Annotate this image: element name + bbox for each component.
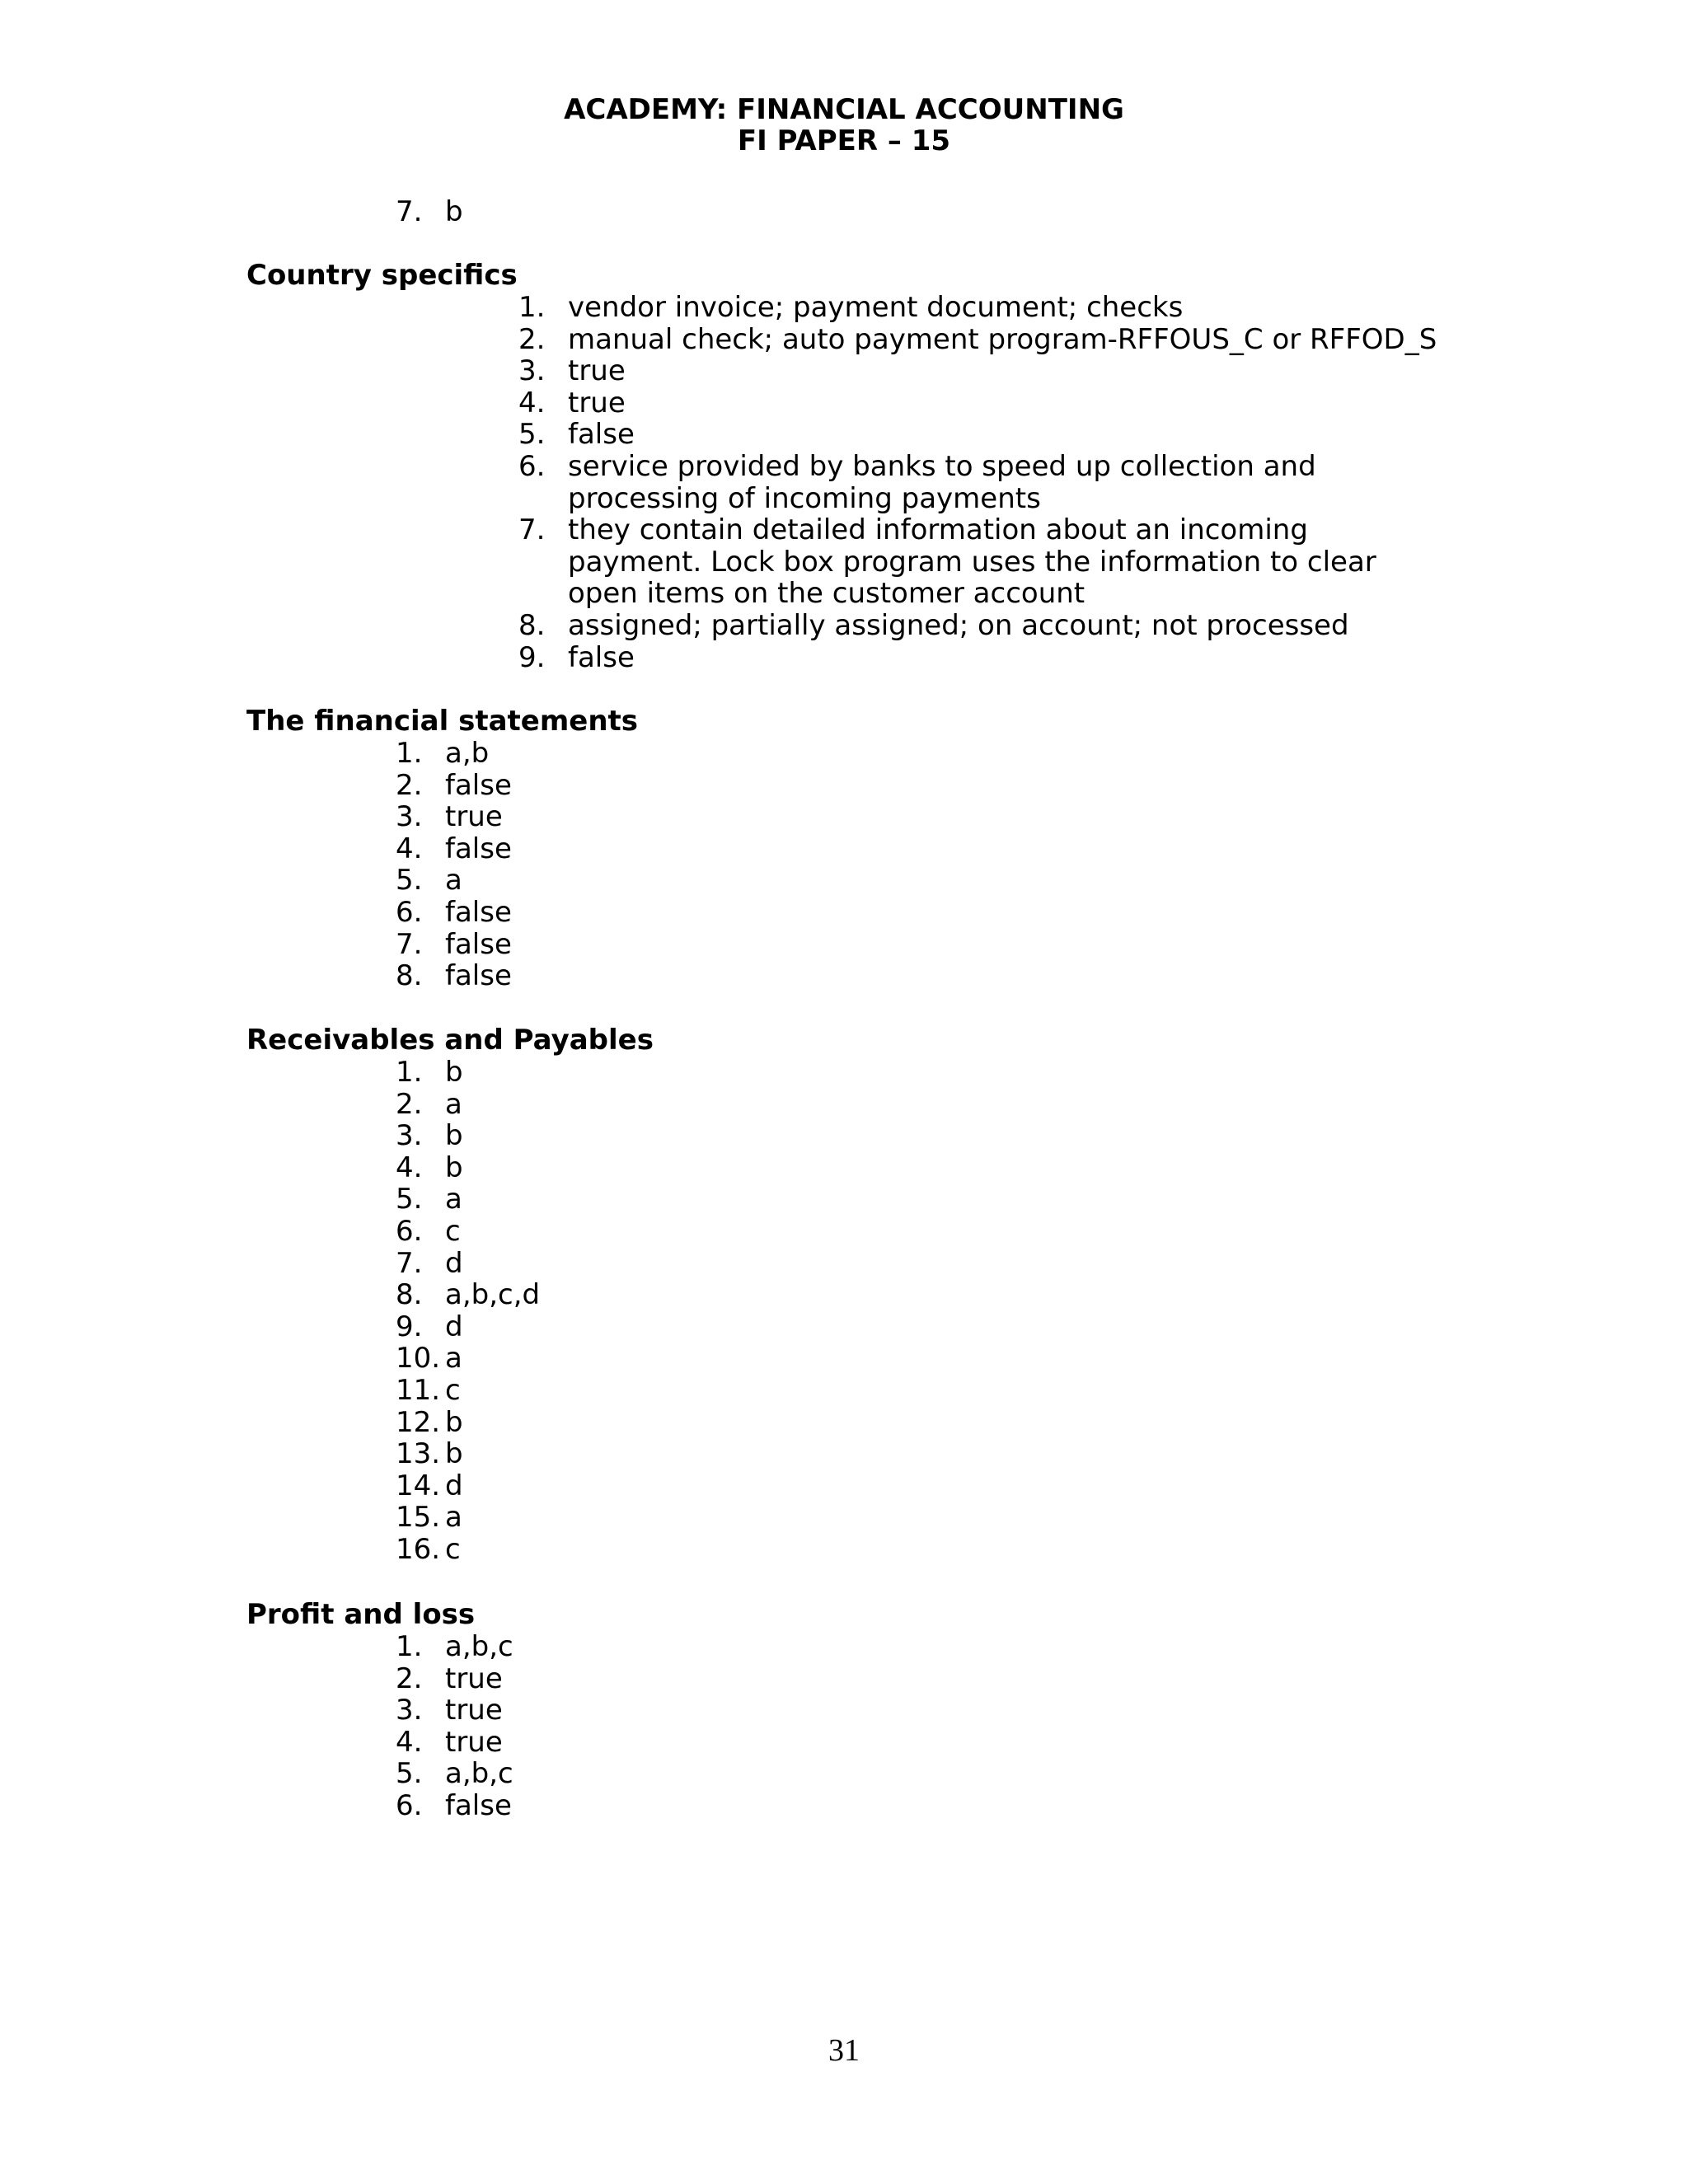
answer-item	[396, 1310, 540, 1343]
answer-number: 10.	[396, 1342, 441, 1376]
answer-text: true	[568, 354, 626, 388]
answer-text: false	[445, 768, 512, 802]
answer-number: 6.	[396, 895, 423, 929]
answer-number: 4.	[396, 1725, 423, 1759]
answer-number: 6.	[396, 1214, 423, 1248]
answer-number: 5.	[396, 1183, 423, 1216]
answer-text: true	[568, 386, 626, 419]
answer-item	[396, 1757, 513, 1791]
answer-number: 7.	[396, 1246, 423, 1280]
answer-item	[396, 864, 512, 898]
answer-text: false	[445, 895, 512, 929]
answer-text: false	[445, 927, 512, 961]
header-title: ACADEMY: FINANCIAL ACCOUNTING	[564, 93, 1124, 126]
answer-number: 3.	[518, 354, 546, 388]
answer-number: 6.	[518, 449, 546, 483]
answer-number: 1.	[396, 1056, 423, 1089]
answer-item	[396, 1342, 540, 1376]
header-subtitle: FI PAPER – 15	[737, 124, 951, 157]
answer-number: 2.	[396, 1661, 423, 1695]
answer-item	[396, 1501, 540, 1535]
answer-number: 9.	[518, 640, 546, 674]
receivables-payables-answer-list	[396, 1056, 541, 1566]
answer-text: a,b,c,d	[445, 1278, 541, 1312]
answer-text: false	[568, 418, 635, 452]
answer-text: b	[445, 1119, 463, 1153]
answer-text: d	[445, 1469, 463, 1502]
answer-text: true	[445, 1694, 503, 1727]
answer-text: false	[445, 959, 512, 993]
answer-number: 4.	[396, 1151, 423, 1184]
answer-number: 1.	[396, 1630, 423, 1663]
page-number: 31	[828, 2033, 860, 2068]
answer-text: true	[445, 1725, 503, 1759]
answer-text: false	[445, 1788, 512, 1822]
answer-item	[396, 927, 512, 961]
answer-item	[396, 1788, 513, 1822]
answer-number: 12.	[396, 1405, 441, 1439]
answer-text: a,b	[445, 737, 490, 770]
section-title-country-specifics: Country specifics	[246, 259, 518, 292]
answer-text: b	[445, 1405, 463, 1439]
answer-number: 7.	[518, 513, 546, 547]
answer-text: b	[445, 1151, 463, 1184]
answer-text: vendor invoice; payment document; checks	[568, 291, 1184, 324]
answer-item	[396, 768, 512, 802]
answer-number: 3.	[396, 1119, 423, 1153]
answer-number: 2.	[396, 768, 423, 802]
answer-item	[396, 1437, 540, 1471]
answer-number: 5.	[518, 418, 546, 452]
answer-number: 14.	[396, 1469, 441, 1502]
answer-text: a,b,c	[445, 1630, 513, 1663]
answer-text: a,b,c	[445, 1757, 513, 1791]
answer-number: 16.	[396, 1532, 441, 1566]
answer-item	[396, 1661, 513, 1695]
answer-item	[518, 354, 1442, 388]
answer-text: service provided by banks to speed up collection and processing of incoming payments	[568, 449, 1316, 515]
answer-number: 13.	[396, 1437, 441, 1471]
answer-item	[396, 1630, 513, 1663]
answer-number: 6.	[396, 1788, 423, 1822]
answer-text: a	[445, 1183, 462, 1216]
answer-number: 7.	[396, 927, 423, 961]
answer-text: false	[445, 832, 512, 865]
answer-text: assigned; partially assigned; on account; not processed	[568, 608, 1349, 642]
answer-text: c	[445, 1214, 461, 1248]
answer-item	[396, 1405, 540, 1439]
answer-number: 4.	[518, 386, 546, 419]
country-specifics-answer-list	[518, 291, 1442, 674]
answer-text: a	[445, 1342, 462, 1376]
answer-item	[518, 640, 1442, 674]
answer-item	[518, 386, 1442, 419]
answer-number: 2.	[518, 322, 546, 356]
answer-item	[396, 1373, 540, 1407]
answer-item	[518, 449, 1442, 515]
answer-number: 8.	[396, 1278, 423, 1312]
answer-item	[396, 1725, 513, 1759]
answer-text: they contain detailed information about an incoming payment. Lock box program uses the information to clear open items on the customer account	[568, 513, 1376, 611]
answer-item	[396, 737, 512, 770]
answer-item	[396, 959, 512, 993]
answer-text: b	[445, 1437, 463, 1471]
answer-text: a	[445, 1501, 462, 1535]
answer-item	[396, 832, 512, 865]
answer-number: 5.	[396, 864, 423, 898]
answer-text: true	[445, 800, 503, 834]
section-title-receivables-payables: Receivables and Payables	[246, 1024, 654, 1057]
answer-text: true	[445, 1661, 503, 1695]
answer-number: 2.	[396, 1087, 423, 1121]
answer-item	[396, 1119, 540, 1153]
answer-text: a	[445, 864, 462, 898]
section-title-profit-loss: Profit and loss	[246, 1598, 476, 1631]
answer-item	[396, 800, 512, 834]
answer-text: a	[445, 1087, 462, 1121]
answer-item	[396, 1246, 540, 1280]
answer-item	[396, 1278, 541, 1312]
answer-number: 8.	[518, 608, 546, 642]
answer-number: 11.	[396, 1373, 441, 1407]
answer-text: c	[445, 1532, 461, 1566]
answer-number: 1.	[396, 737, 423, 770]
answer-number: 15.	[396, 1501, 441, 1535]
answer-text: c	[445, 1373, 461, 1407]
answer-number: 9.	[396, 1310, 423, 1343]
answer-item	[518, 418, 1442, 452]
answer-number: 3.	[396, 1694, 423, 1727]
answer-item	[518, 322, 1442, 356]
answer-text: false	[568, 640, 635, 674]
profit-loss-answer-list	[396, 1630, 513, 1822]
answer-item	[396, 1183, 540, 1216]
section-title-financial-statements: The financial statements	[246, 705, 639, 738]
answer-number: 8.	[396, 959, 423, 993]
answer-item	[396, 1694, 513, 1727]
financial-statements-answer-list	[396, 737, 512, 993]
answer-number: 1.	[518, 291, 546, 324]
answer-item	[396, 1056, 540, 1089]
answer-item	[396, 1532, 540, 1566]
document-header	[0, 94, 1688, 157]
answer-text: d	[445, 1310, 463, 1343]
answer-text: b	[445, 1056, 463, 1089]
answer-text: manual check; auto payment program-RFFOUS_C or RFFOD_S	[568, 322, 1437, 356]
answer-item	[396, 195, 463, 228]
continued-answer-list	[396, 195, 463, 228]
answer-item	[518, 291, 1442, 324]
answer-number: 3.	[396, 800, 423, 834]
answer-item	[518, 608, 1442, 642]
answer-text: b	[445, 195, 463, 228]
answer-number: 7.	[396, 195, 423, 228]
answer-item	[396, 895, 512, 929]
answer-item	[518, 513, 1442, 611]
answer-item	[396, 1214, 540, 1248]
answer-number: 5.	[396, 1757, 423, 1791]
answer-item	[396, 1151, 540, 1184]
answer-item	[396, 1469, 540, 1502]
answer-text: d	[445, 1246, 463, 1280]
answer-item	[396, 1087, 540, 1121]
answer-number: 4.	[396, 832, 423, 865]
